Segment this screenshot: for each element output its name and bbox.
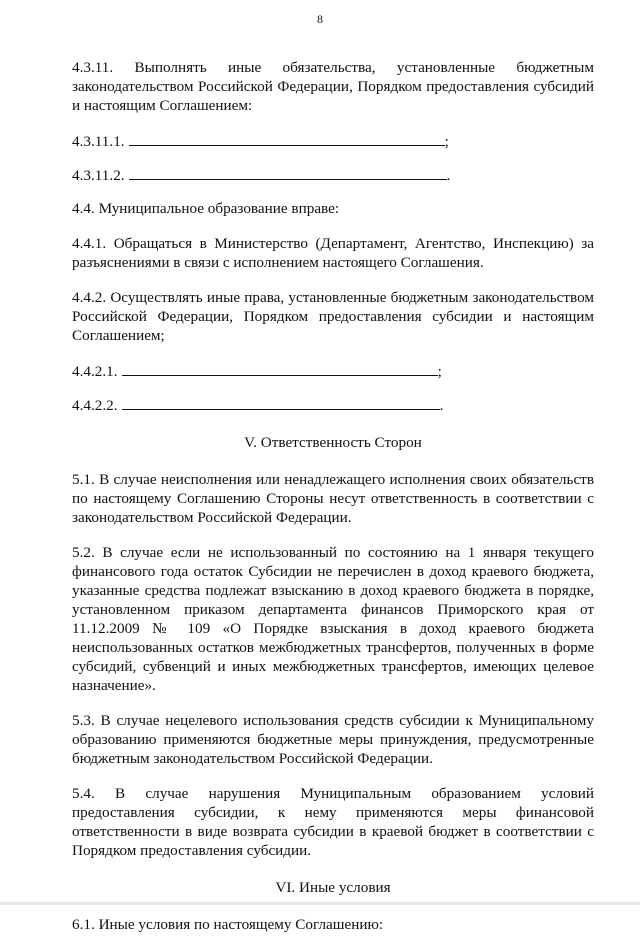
clause-5-1: 5.1. В случае неисполнения или ненадлежащего исполнения своих обязательств по настоящему Соглашению Стороны несут ответственность в соответствии с законодательством Российской Федерации. bbox=[72, 471, 594, 526]
clause-4-4: 4.4. Муниципальное образование вправе: bbox=[72, 200, 340, 217]
clause-4-3-11: 4.3.11. Выполнять иные обязательства, установленные бюджетным законодательством Российской Федерации, Порядком предоставления субсидий и настоящим Соглашением: bbox=[72, 59, 594, 114]
clause-5-4: 5.4. В случае нарушения Муниципальным образованием условий предоставления субсидии, к нему применяются меры финансовой ответственности в виде возврата субсидии в краевой бюджет в соответствии с Порядком предоставления субсидии. bbox=[72, 785, 594, 859]
clause-4-4-2-2 bbox=[72, 395, 594, 415]
clause-4-3-11-2 bbox=[72, 165, 594, 185]
clause-number: 4.4.2.2. bbox=[72, 397, 118, 414]
clause-4-3-11-1 bbox=[72, 131, 594, 151]
clause-terminator: ; bbox=[444, 133, 449, 150]
clause-number: 4.4.2.1. bbox=[72, 363, 118, 380]
document-body bbox=[72, 58, 594, 950]
fill-in-blank-line bbox=[122, 395, 440, 410]
fill-in-blank-line bbox=[129, 131, 445, 146]
fill-in-blank-line bbox=[129, 165, 447, 180]
section-5-title: V. Ответственность Сторон bbox=[244, 434, 422, 451]
clause-number: 4.3.11.2. bbox=[72, 167, 125, 184]
clause-terminator: . bbox=[446, 167, 451, 184]
clause-4-4-1: 4.4.1. Обращаться в Министерство (Департамент, Агентство, Инспекцию) за разъяснениями в связи с исполнением настоящего Соглашения. bbox=[72, 235, 594, 271]
fill-in-blank-line bbox=[122, 361, 438, 376]
clause-6-1: 6.1. Иные условия по настоящему Соглашению: bbox=[72, 916, 384, 933]
clause-terminator: . bbox=[439, 397, 444, 414]
clause-4-4-2: 4.4.2. Осуществлять иные права, установленные бюджетным законодательством Российской Федерации, Порядком предоставления субсидии и настоящим Соглашением; bbox=[72, 289, 594, 344]
clause-5-2: 5.2. В случае если не использованный по состоянию на 1 января текущего финансового года остаток Субсидии не перечислен в доход краевого бюджета, указанные средства подлежат взысканию в доход краевого бюджета в порядке, установленном приказом департамента финансов Приморского края от 11.12.2009 № 109 «О Порядке взыскания в доход краевого бюджета неиспользованных остатков межбюджетных трансфертов, полученных в форме субсидий, субвенций и иных межбюджетных трансфертов, имеющих целевое назначение». bbox=[72, 544, 594, 694]
page-number: 8 bbox=[317, 12, 323, 26]
clause-number: 4.3.11.1. bbox=[72, 133, 125, 150]
clause-terminator: ; bbox=[437, 363, 442, 380]
section-6-title: VI. Иные условия bbox=[275, 879, 391, 896]
clause-4-4-2-1 bbox=[72, 361, 594, 381]
clause-5-3: 5.3. В случае нецелевого использования средств субсидии к Муниципальному образованию применяются бюджетные меры принуждения, предусмотренные бюджетным законодательством Российской Федерации. bbox=[72, 712, 594, 767]
